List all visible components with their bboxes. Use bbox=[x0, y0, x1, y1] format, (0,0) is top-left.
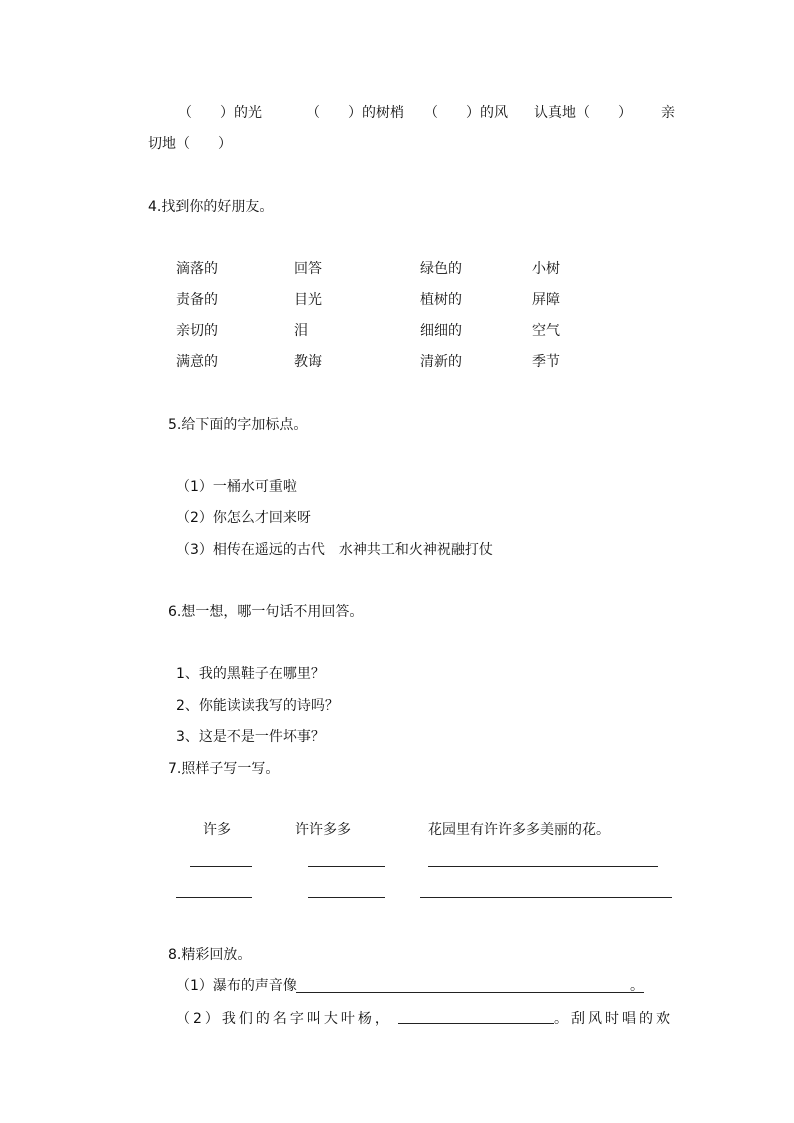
fill-item: 亲 bbox=[661, 105, 675, 121]
recall-item-1-text: （1）瀑布的声音像 bbox=[176, 978, 297, 994]
question-6-title: 6.想一想，哪一句话不用回答。 bbox=[168, 604, 364, 620]
match-word: 目光 bbox=[294, 292, 322, 308]
fill-item: 认真地（ ） bbox=[534, 105, 632, 121]
recall-item-2-text: （2）我们的名字叫大叶杨， bbox=[176, 1011, 392, 1027]
fill-item: （ ）的光 bbox=[178, 105, 262, 121]
question-item: 1、我的黑鞋子在哪里？ bbox=[176, 666, 325, 682]
match-word: 满意的 bbox=[176, 354, 218, 370]
match-word: 清新的 bbox=[420, 354, 462, 370]
match-word: 空气 bbox=[532, 323, 560, 339]
fill-item: （ ）的风 bbox=[424, 105, 508, 121]
answer-blank[interactable] bbox=[420, 897, 672, 898]
match-word: 亲切的 bbox=[176, 323, 218, 339]
match-word: 泪 bbox=[294, 323, 308, 339]
example-sentence: 花园里有许许多多美丽的花。 bbox=[428, 822, 610, 838]
match-word: 绿色的 bbox=[420, 261, 462, 277]
question-8-title: 8.精彩回放。 bbox=[168, 947, 252, 963]
question-7-title: 7.照样子写一写。 bbox=[168, 761, 280, 777]
answer-blank[interactable] bbox=[190, 866, 252, 867]
answer-blank[interactable] bbox=[176, 897, 252, 898]
answer-blank[interactable] bbox=[398, 1023, 554, 1024]
example-word-reduplicated: 许许多多 bbox=[295, 822, 351, 838]
punctuation-item: （3）相传在遥远的古代 水神共工和火神祝融打仗 bbox=[176, 542, 493, 558]
match-word: 小树 bbox=[532, 261, 560, 277]
match-word: 季节 bbox=[532, 354, 560, 370]
recall-item-1-end: 。 bbox=[630, 978, 644, 994]
fill-item-continuation: 切地（ ） bbox=[148, 136, 232, 152]
question-5-title: 5.给下面的字加标点。 bbox=[168, 417, 308, 433]
question-item: 2、你能读读我写的诗吗？ bbox=[176, 698, 339, 714]
example-word: 许多 bbox=[203, 822, 231, 838]
fill-item: （ ）的树梢 bbox=[306, 105, 404, 121]
question-item: 3、这是不是一件坏事？ bbox=[176, 729, 325, 745]
answer-blank[interactable] bbox=[296, 992, 644, 993]
match-word: 回答 bbox=[294, 261, 322, 277]
punctuation-item: （1）一桶水可重啦 bbox=[176, 479, 297, 495]
match-word: 植树的 bbox=[420, 292, 462, 308]
match-word: 教诲 bbox=[294, 354, 322, 370]
answer-blank[interactable] bbox=[308, 866, 385, 867]
answer-blank[interactable] bbox=[308, 897, 385, 898]
question-4-title: 4.找到你的好朋友。 bbox=[148, 199, 274, 215]
recall-item-2-suffix: 。刮风时唱的欢 bbox=[554, 1011, 673, 1027]
match-word: 屏障 bbox=[532, 292, 560, 308]
answer-blank[interactable] bbox=[428, 866, 658, 867]
punctuation-item: （2）你怎么才回来呀 bbox=[176, 510, 311, 526]
match-word: 滴落的 bbox=[176, 261, 218, 277]
match-word: 细细的 bbox=[420, 323, 462, 339]
match-word: 责备的 bbox=[176, 292, 218, 308]
